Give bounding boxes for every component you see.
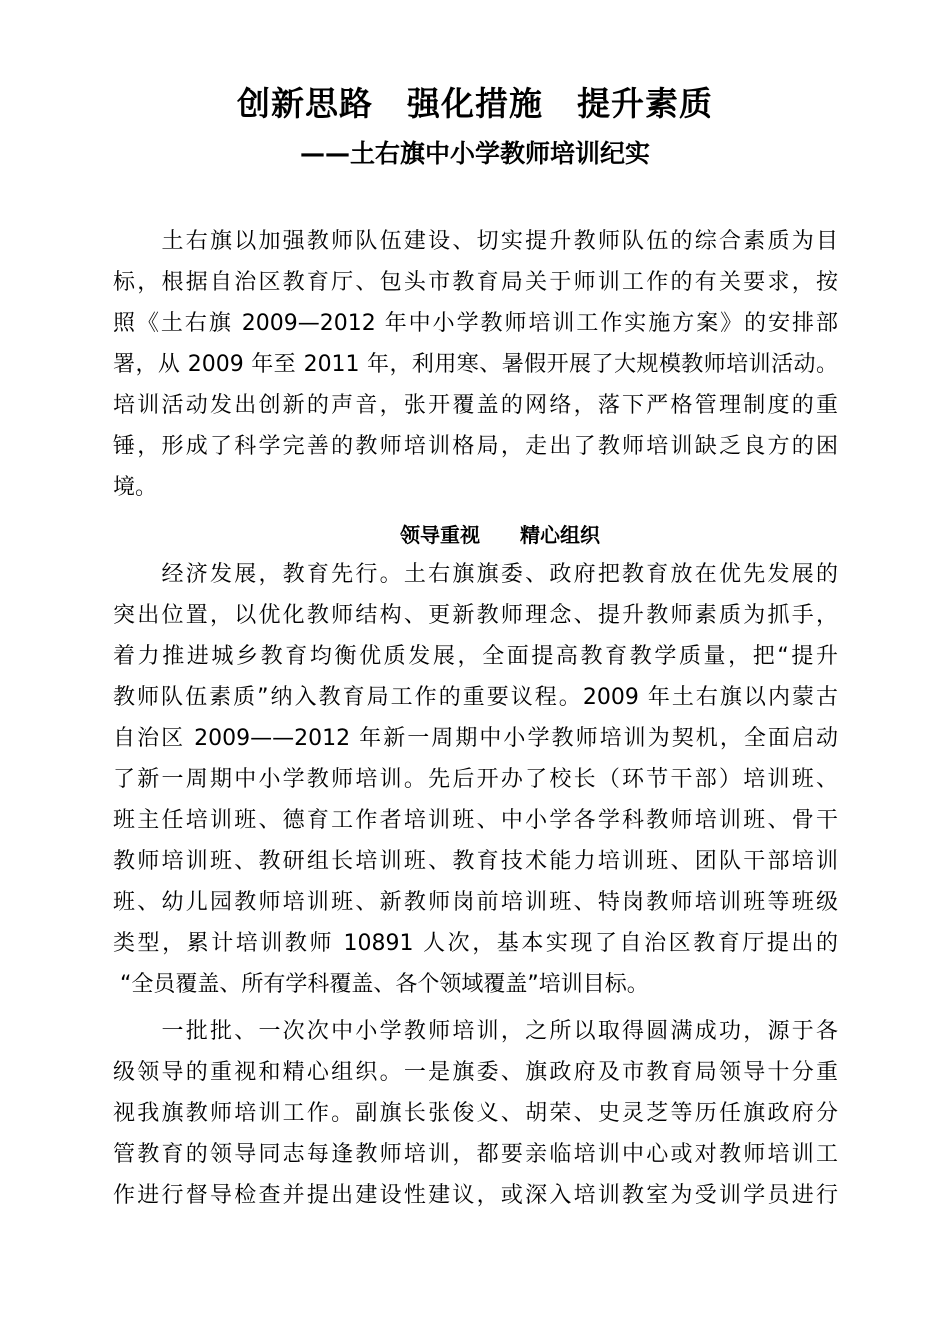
section-heading: 领导重视 精心组织 — [400, 523, 600, 547]
text-line: 班主任培训班、德育工作者培训班、中小学各学科教师培训班、骨干 — [113, 808, 838, 833]
document-title: 创新思路 强化措施 提升素质 — [237, 84, 713, 123]
text-line: 培训活动发出创新的声音，张开覆盖的网络，落下严格管理制度的重 — [113, 393, 838, 418]
text-line: 锤，形成了科学完善的教师培训格局，走出了教师培训缺乏良方的困 — [113, 434, 838, 459]
text-line: 自治区 2009——2012 年新一周期中小学教师培训为契机，全面启动 — [113, 726, 838, 751]
text-line: 境。 — [113, 475, 158, 500]
text-line: 一批批、一次次中小学教师培训，之所以取得圆满成功，源于各 — [113, 1019, 838, 1044]
text-line: 教师队伍素质”纳入教育局工作的重要议程。2009 年土右旗以内蒙古 — [113, 685, 838, 710]
text-line: 级领导的重视和精心组织。一是旗委、旗政府及市教育局领导十分重 — [113, 1060, 838, 1085]
text-line: 班、幼儿园教师培训班、新教师岗前培训班、特岗教师培训班等班级 — [113, 890, 838, 915]
text-line: 突出位置，以优化教师结构、更新教师理念、提升教师素质为抓手， — [113, 603, 838, 628]
text-line: 了新一周期中小学教师培训。先后开办了校长（环节干部）培训班、 — [113, 767, 838, 792]
text-line: 经济发展，教育先行。土右旗旗委、政府把教育放在优先发展的 — [113, 562, 838, 587]
text-line: 管教育的领导同志每逢教师培训，都要亲临培训中心或对教师培训工 — [113, 1142, 838, 1167]
text-line: “全员覆盖、所有学科覆盖、各个领域覆盖”培训目标。 — [120, 972, 649, 997]
document-subtitle: ——土右旗中小学教师培训纪实 — [299, 139, 650, 168]
text-line: 教师培训班、教研组长培训班、教育技术能力培训班、团队干部培训 — [113, 849, 838, 874]
text-line: 署，从 2009 年至 2011 年，利用寒、暑假开展了大规模教师培训活动。 — [113, 352, 838, 377]
text-line: 照《土右旗 2009—2012 年中小学教师培训工作实施方案》的安排部 — [113, 311, 838, 336]
text-line: 着力推进城乡教育均衡优质发展，全面提高教育教学质量，把“提升 — [113, 644, 838, 669]
text-line: 土右旗以加强教师队伍建设、切实提升教师队伍的综合素质为目 — [113, 229, 838, 254]
text-line: 作进行督导检查并提出建设性建议，或深入培训教室为受训学员进行 — [113, 1183, 838, 1208]
text-line: 视我旗教师培训工作。副旗长张俊义、胡荣、史灵芝等历任旗政府分 — [113, 1101, 838, 1126]
text-line: 标，根据自治区教育厅、包头市教育局关于师训工作的有关要求，按 — [113, 270, 838, 295]
text-line: 类型，累计培训教师 10891 人次，基本实现了自治区教育厅提出的 — [113, 931, 838, 956]
